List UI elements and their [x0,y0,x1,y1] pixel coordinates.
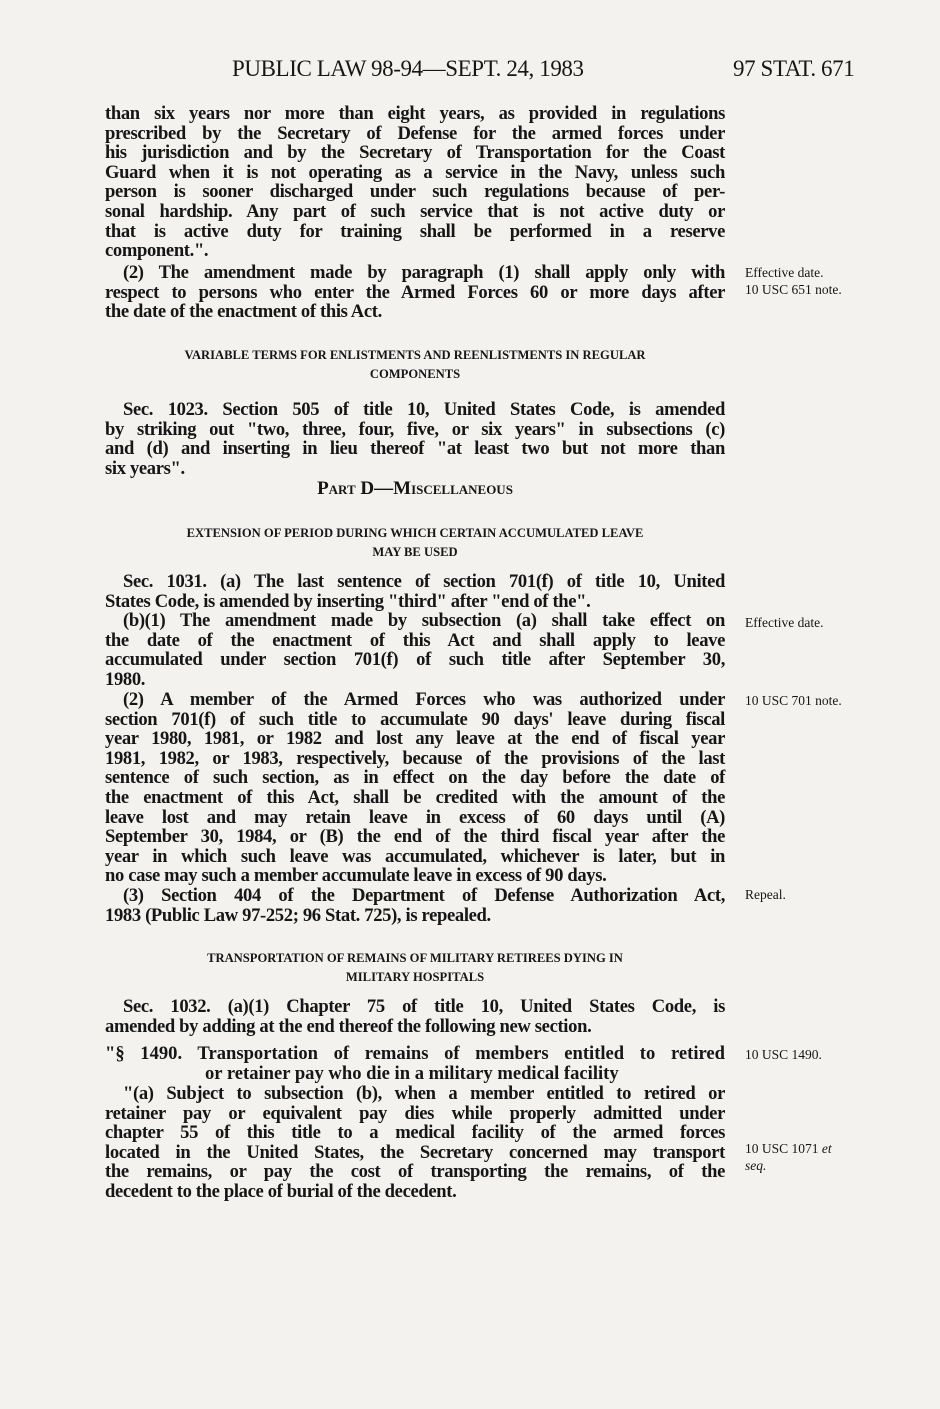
margin-note: 10 USC 1071 et seq. [745,1141,832,1173]
text-line: EXTENSION OF PERIOD DURING WHICH CERTAIN ACCUMULATED LEAVE [186,526,644,540]
text-line: VARIABLE TERMS FOR ENLISTMENTS AND REENLISTMENTS IN REGULAR [184,348,646,362]
text-line: (2) A member of the Armed Forces who was authorized under [123,689,725,710]
text-line: chapter 55 of this title to a medical facility of the armed forces [105,1122,725,1144]
text-line: respect to persons who enter the Armed Forces 60 or more days after [105,281,725,303]
text-line: September 30, 1984, or (B) the end of the third fiscal year after the [105,826,725,848]
text-line: the remains, or pay the cost of transporting the remains, of the [105,1161,725,1183]
text-line: COMPONENTS [369,367,461,381]
paragraph [105,611,725,689]
running-header-title: PUBLIC LAW 98-94—SEPT. 24, 1983 [232,56,584,81]
codified-section-heading [105,1044,725,1083]
page-number: 97 STAT. 671 [733,56,855,81]
text-line: the date of the enactment of this Act and shall apply to leave [105,629,725,651]
text-line: sonal hardship. Any part of such service that is not active duty or [105,200,725,222]
paragraph [105,997,725,1036]
paragraph [105,690,725,886]
text-line: amended by adding at the end thereof the following new section. [105,1015,592,1037]
text-line: "(a) Subject to subsection (b), when a member entitled to retired or [123,1083,725,1104]
margin-note: Repeal. [745,887,786,902]
text-line: "§ 1490. Transportation of remains of members entitled to retired [105,1043,725,1064]
paragraph [105,886,725,925]
text-line: Sec. 1031. (a) The last sentence of section 701(f) of title 10, United [123,571,725,592]
text-line: 1980. [105,668,146,690]
text-line: his jurisdiction and by the Secretary of Transportation for the Coast [105,142,725,164]
text-line: the date of the enactment of this Act. [105,301,382,323]
text-line: States Code, is amended by inserting "third" after "end of the". [105,590,591,612]
text-line: that is active duty for training shall be performed in a reserve [105,220,725,242]
text-line: 1981, 1982, or 1983, respectively, because of the provisions of the last [105,747,725,769]
text-line: retainer pay or equivalent pay dies while properly admitted under [105,1102,725,1124]
text-line: (2) The amendment made by paragraph (1) shall apply only with [123,262,725,283]
text-line: no case may such a member accumulate leave in excess of 90 days. [105,865,607,887]
text-line: (b)(1) The amendment made by subsection (a) shall take effect on [123,610,725,631]
text-line: and (d) and inserting in lieu thereof "at least two but not more than [105,438,725,460]
part-heading: Part D—Miscellaneous [317,478,513,499]
text-line: Sec. 1032. (a)(1) Chapter 75 of title 10, United States Code, is [123,996,725,1017]
section-heading [105,346,725,384]
paragraph [105,572,725,611]
text-line: the enactment of this Act, shall be credited with the amount of the [105,786,725,808]
text-line: 1983 (Public Law 97-252; 96 Stat. 725), is repealed. [105,904,491,926]
text-line: section 701(f) of such title to accumulate 90 days' leave during fiscal [105,708,725,730]
text-line: Sec. 1023. Section 505 of title 10, United States Code, is amended [123,399,725,420]
text-line: decedent to the place of burial of the decedent. [105,1180,457,1202]
paragraph [105,104,725,261]
text-line: (3) Section 404 of the Department of Defense Authorization Act, [123,885,725,906]
margin-note: 10 USC 701 note. [745,693,842,708]
text-line: accumulated under section 701(f) of such title after September 30, [105,649,725,671]
paragraph [105,400,725,478]
text-line: or retainer pay who die in a military medical facility [205,1062,619,1084]
margin-note: Effective date. 10 USC 651 note. [745,265,842,297]
text-line: year 1980, 1981, or 1982 and lost any leave at the end of fiscal year [105,728,725,750]
margin-note: Effective date. [745,615,824,630]
section-heading [105,949,725,987]
text-line: by striking out "two, three, four, five, or six years" in subsections (c) [105,418,725,440]
text-line: sentence of such section, as in effect on the day before the date of [105,767,725,789]
text-line: MILITARY HOSPITALS [345,970,485,984]
text-line: component.". [105,240,209,262]
text-line: leave lost and may retain leave in excess of 60 days until (A) [105,806,725,828]
margin-note: 10 USC 1490. [745,1047,822,1062]
text-line: prescribed by the Secretary of Defense for the armed forces under [105,122,725,144]
paragraph [105,263,725,322]
text-line: than six years nor more than eight years, as provided in regulations [105,103,725,124]
text-line: year in which such leave was accumulated, whichever is later, but in [105,845,725,867]
text-line: person is sooner discharged under such regulations because of per- [105,181,725,203]
text-line: MAY BE USED [372,545,458,559]
paragraph [105,1084,725,1202]
text-line: located in the United States, the Secretary concerned may transport [105,1141,725,1163]
text-line: TRANSPORTATION OF REMAINS OF MILITARY RETIREES DYING IN [207,951,623,965]
text-line: six years". [105,457,185,479]
section-heading [105,524,725,562]
text-line: Guard when it is not operating as a service in the Navy, unless such [105,161,725,183]
